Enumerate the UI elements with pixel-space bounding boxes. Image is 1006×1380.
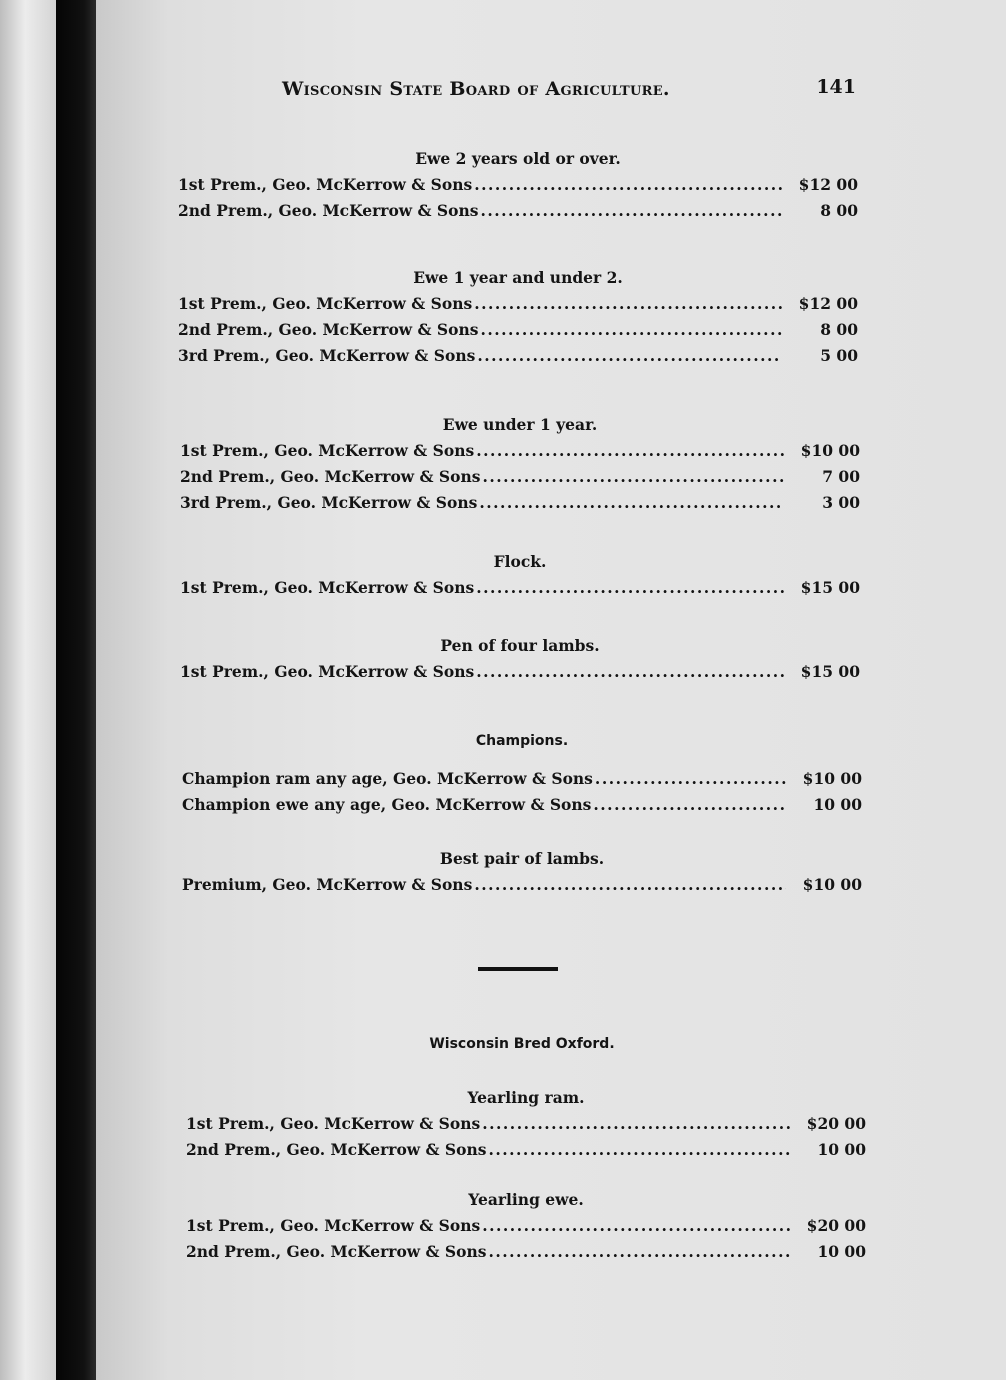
premium-row bbox=[180, 575, 860, 601]
premium-row bbox=[182, 766, 862, 792]
dot-leader bbox=[474, 291, 782, 317]
amount: 10 00 bbox=[813, 795, 862, 814]
premium-row bbox=[180, 659, 860, 685]
entry-text: 1st Prem., Geo. McKerrow & Sons bbox=[178, 175, 473, 194]
section-yearling-ram bbox=[186, 1085, 866, 1163]
section-pen-of-four-lambs bbox=[180, 633, 860, 685]
section-ewe-under-1-year bbox=[180, 412, 860, 516]
entry-text: 2nd Prem., Geo. McKerrow & Sons bbox=[180, 467, 481, 486]
premium-row bbox=[186, 1111, 866, 1137]
section-heading: Ewe 2 years old or over. bbox=[415, 149, 621, 168]
section-best-pair-of-lambs bbox=[182, 846, 862, 898]
amount: $15 00 bbox=[800, 578, 860, 597]
section-heading: Yearling ram. bbox=[467, 1088, 585, 1107]
amount: $15 00 bbox=[800, 662, 860, 681]
amount: $10 00 bbox=[802, 769, 862, 788]
premium-row bbox=[186, 1137, 866, 1163]
premium-row bbox=[180, 438, 860, 464]
dot-leader bbox=[477, 343, 782, 369]
entry-text: Premium, Geo. McKerrow & Sons bbox=[182, 875, 473, 894]
entry-text: Champion ram any age, Geo. McKerrow & Sons bbox=[182, 769, 593, 788]
premium-row bbox=[178, 172, 858, 198]
entry-text: 2nd Prem., Geo. McKerrow & Sons bbox=[186, 1140, 487, 1159]
dot-leader bbox=[474, 872, 786, 898]
premium-row bbox=[178, 198, 858, 224]
premium-row bbox=[178, 291, 858, 317]
section-yearling-ewe bbox=[186, 1187, 866, 1265]
amount: 8 00 bbox=[820, 320, 858, 339]
dot-leader bbox=[476, 659, 784, 685]
section-ewe-1-year bbox=[178, 265, 858, 369]
dot-leader bbox=[479, 490, 784, 516]
entry-text: 2nd Prem., Geo. McKerrow & Sons bbox=[178, 320, 479, 339]
dot-leader bbox=[474, 172, 782, 198]
dot-leader bbox=[595, 766, 786, 792]
dot-leader bbox=[476, 438, 784, 464]
premium-row bbox=[180, 464, 860, 490]
dot-leader bbox=[480, 317, 782, 343]
entry-text: 1st Prem., Geo. McKerrow & Sons bbox=[180, 662, 475, 681]
page-header bbox=[282, 78, 856, 108]
page-edge-left bbox=[0, 0, 56, 1380]
dot-leader bbox=[593, 792, 786, 818]
amount: 10 00 bbox=[817, 1242, 866, 1261]
entry-text: 2nd Prem., Geo. McKerrow & Sons bbox=[186, 1242, 487, 1261]
amount: $10 00 bbox=[802, 875, 862, 894]
amount: 8 00 bbox=[820, 201, 858, 220]
amount: 10 00 bbox=[817, 1140, 866, 1159]
dot-leader bbox=[482, 464, 784, 490]
entry-text: 1st Prem., Geo. McKerrow & Sons bbox=[178, 294, 473, 313]
dot-leader bbox=[488, 1239, 790, 1265]
section-heading: Flock. bbox=[493, 552, 547, 571]
section-champions bbox=[182, 728, 862, 818]
subsection-title: Wisconsin Bred Oxford. bbox=[429, 1036, 615, 1052]
premium-row bbox=[186, 1213, 866, 1239]
entry-text: 1st Prem., Geo. McKerrow & Sons bbox=[186, 1216, 481, 1235]
section-divider-rule bbox=[478, 967, 558, 971]
section-heading: Pen of four lambs. bbox=[440, 636, 600, 655]
premium-row bbox=[180, 490, 860, 516]
entry-text: 1st Prem., Geo. McKerrow & Sons bbox=[186, 1114, 481, 1133]
amount: $20 00 bbox=[806, 1114, 866, 1133]
dot-leader bbox=[482, 1213, 790, 1239]
amount: $20 00 bbox=[806, 1216, 866, 1235]
premium-row bbox=[182, 792, 862, 818]
section-heading: Ewe under 1 year. bbox=[442, 415, 598, 434]
entry-text: Champion ewe any age, Geo. McKerrow & Sons bbox=[182, 795, 592, 814]
section-heading: Yearling ewe. bbox=[468, 1190, 584, 1209]
entry-text: 1st Prem., Geo. McKerrow & Sons bbox=[180, 441, 475, 460]
section-heading: Best pair of lambs. bbox=[439, 849, 605, 868]
dot-leader bbox=[482, 1111, 790, 1137]
amount: 5 00 bbox=[820, 346, 858, 365]
section-ewe-2-years bbox=[178, 146, 858, 224]
section-heading: Champions. bbox=[475, 733, 569, 749]
subsection-title-block bbox=[182, 1031, 862, 1057]
dot-leader bbox=[476, 575, 784, 601]
dot-leader bbox=[488, 1137, 790, 1163]
entry-text: 3rd Prem., Geo. McKerrow & Sons bbox=[180, 493, 478, 512]
premium-row bbox=[178, 343, 858, 369]
book-spine-shadow bbox=[56, 0, 96, 1380]
entry-text: 2nd Prem., Geo. McKerrow & Sons bbox=[178, 201, 479, 220]
amount: $10 00 bbox=[800, 441, 860, 460]
section-heading: Ewe 1 year and under 2. bbox=[413, 268, 623, 287]
amount: 3 00 bbox=[822, 493, 860, 512]
premium-row bbox=[178, 317, 858, 343]
section-flock bbox=[180, 549, 860, 601]
premium-row bbox=[186, 1239, 866, 1265]
entry-text: 1st Prem., Geo. McKerrow & Sons bbox=[180, 578, 475, 597]
amount: $12 00 bbox=[798, 175, 858, 194]
amount: $12 00 bbox=[798, 294, 858, 313]
dot-leader bbox=[480, 198, 782, 224]
running-title: Wisconsin State Board of Agriculture. bbox=[282, 78, 670, 100]
entry-text: 3rd Prem., Geo. McKerrow & Sons bbox=[178, 346, 476, 365]
page-number: 141 bbox=[816, 76, 856, 98]
amount: 7 00 bbox=[822, 467, 860, 486]
premium-row bbox=[182, 872, 862, 898]
